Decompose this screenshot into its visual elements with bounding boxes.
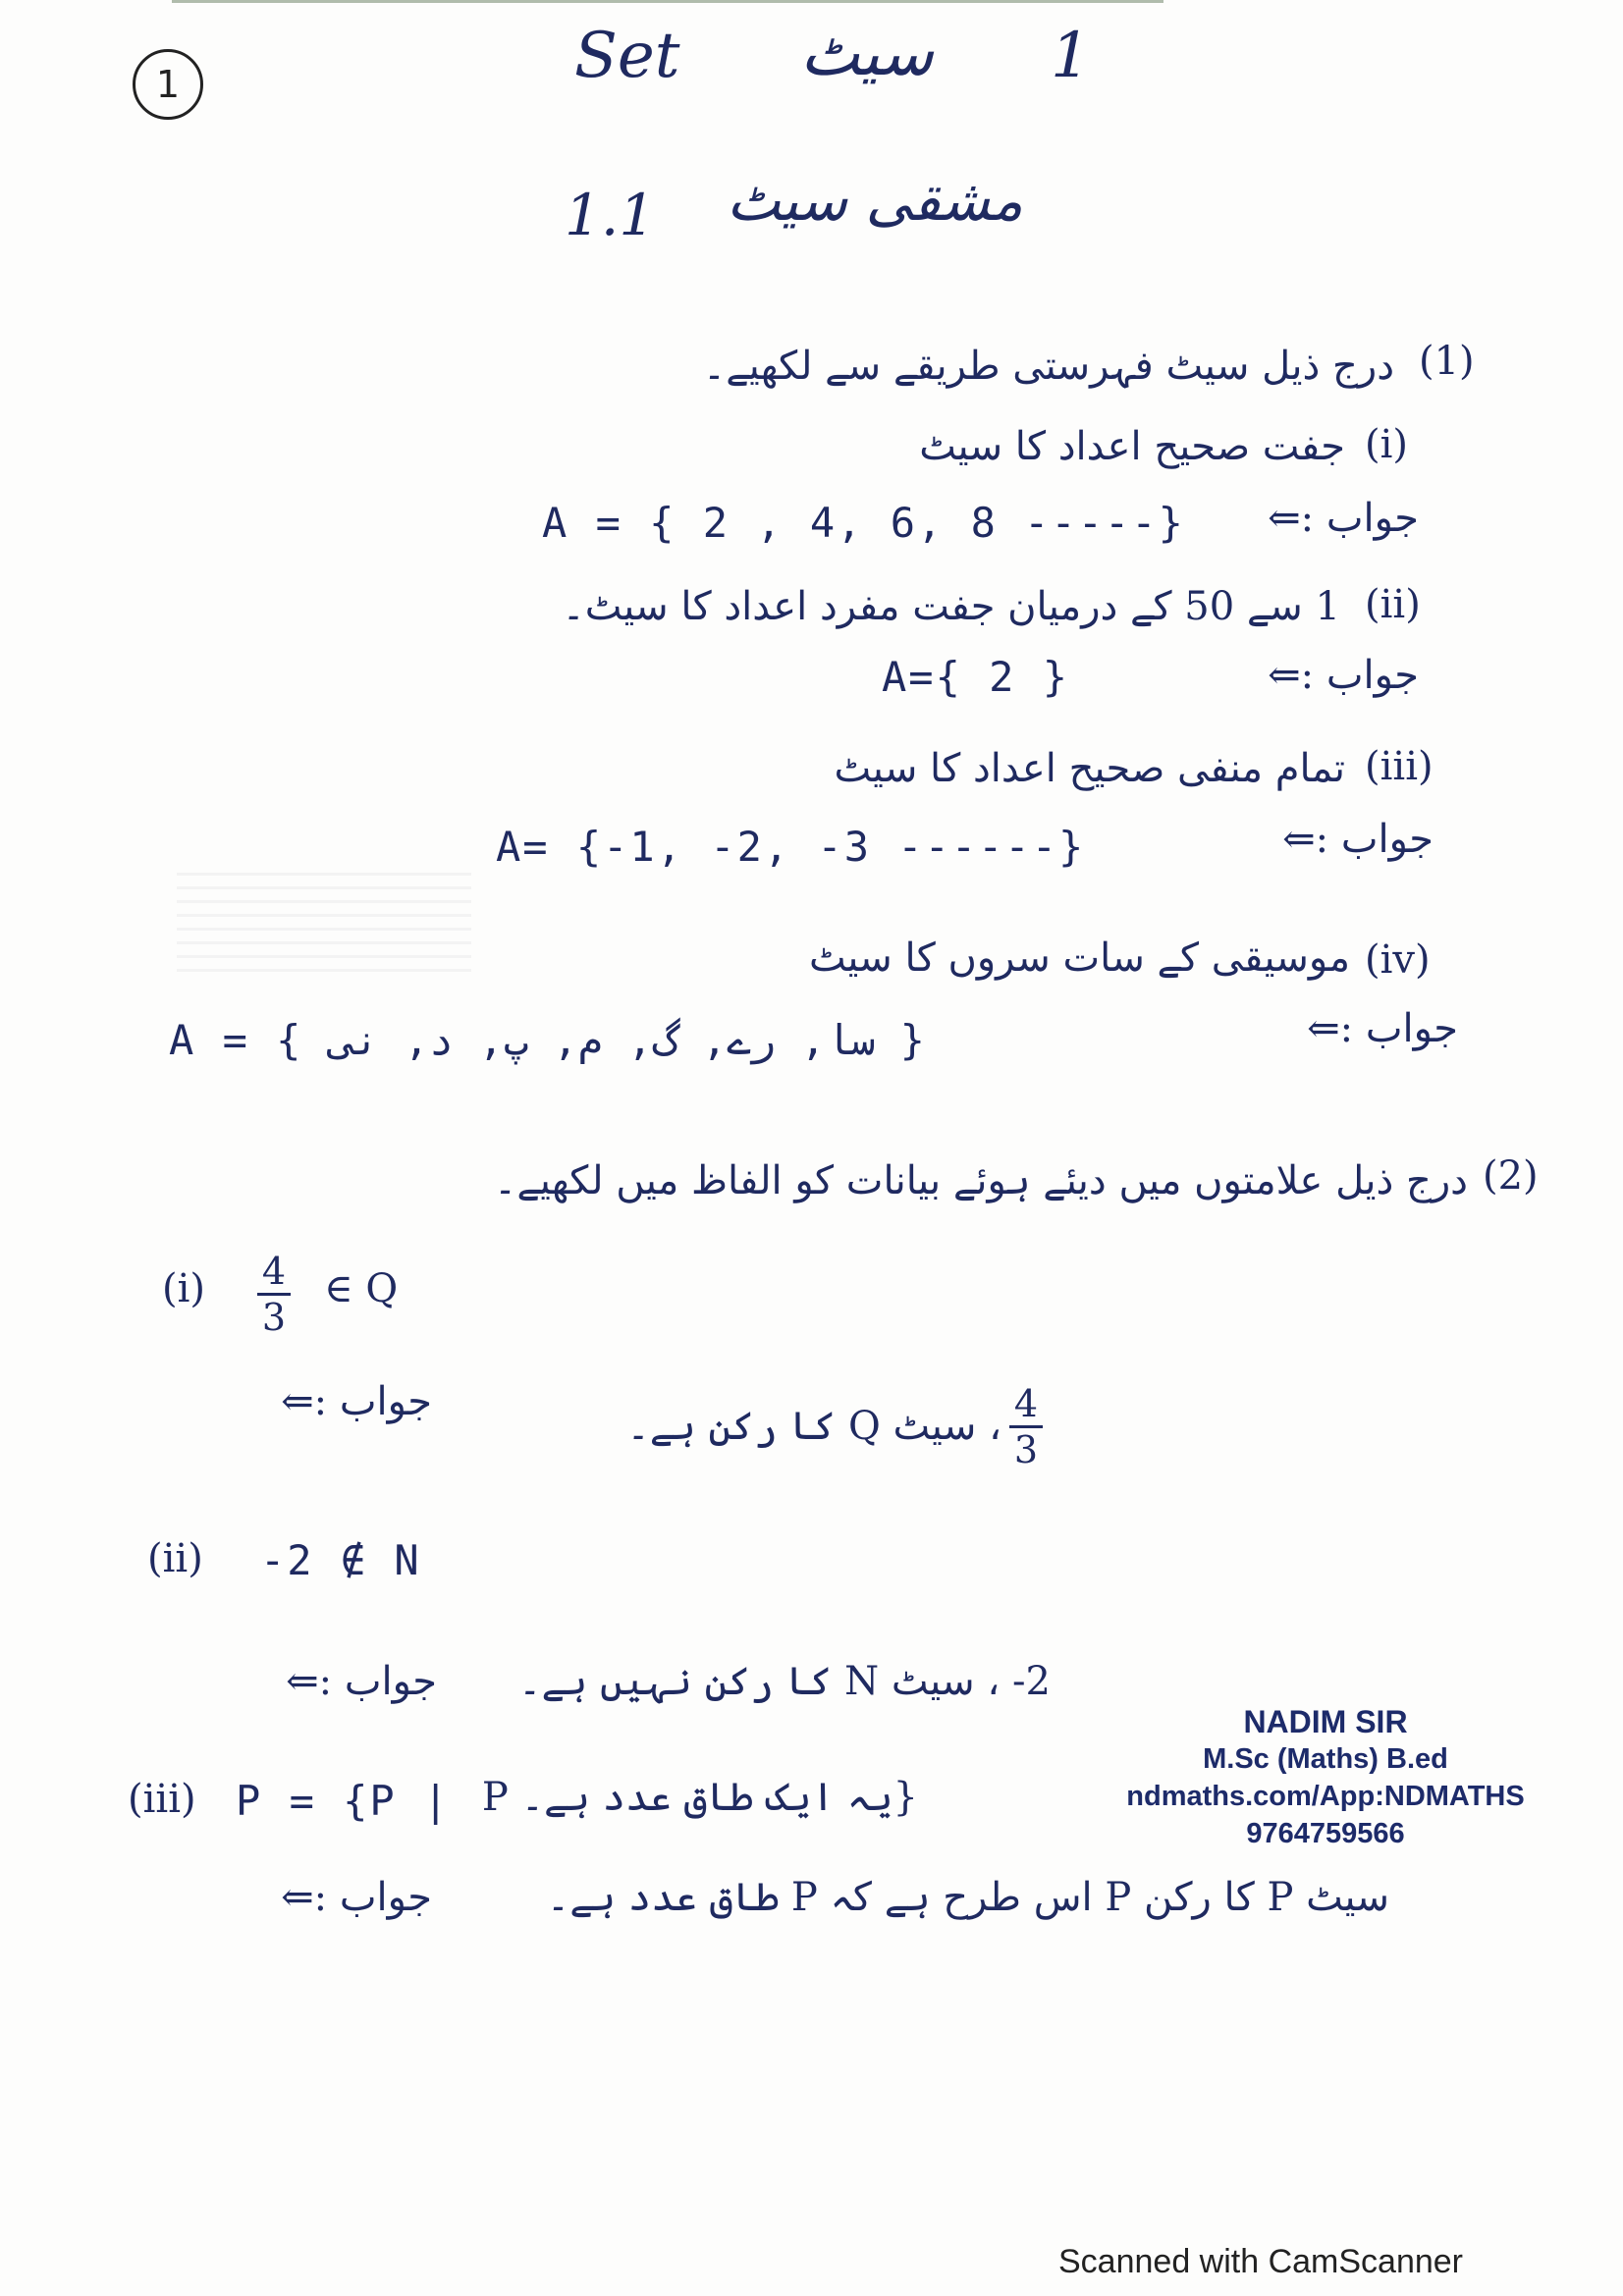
q2-i-answer-denominator: 3	[1013, 1428, 1039, 1471]
q1-ii-number: (ii)	[1365, 582, 1421, 627]
author-stamp	[1114, 1703, 1537, 1852]
q1-iii-answer-label: جواب :⇐	[1282, 817, 1434, 862]
q1-iii-text: تمام منفی صحیح اعداد کا سیٹ	[834, 746, 1345, 791]
q2-ii-answer: 2- ، سیٹ N کا رکن نہیں ہے۔	[518, 1659, 1051, 1704]
q2-i-fraction-denominator: 3	[261, 1296, 287, 1339]
q2-i-answer-fraction	[1009, 1384, 1043, 1469]
q1-i-answer-label: جواب :⇐	[1268, 496, 1419, 541]
q2-iii-number: (iii)	[128, 1777, 196, 1822]
author-website: ndmaths.com/App:NDMATHS	[1126, 1781, 1525, 1812]
q1-ii-answer: A={ 2 }	[882, 653, 1070, 701]
q2-i-fraction	[257, 1252, 291, 1337]
q1-text: درج ذیل سیٹ فہرستی طریقے سے لکھیے۔	[702, 344, 1394, 389]
q1-i-answer: A = { 2 , 4, 6, 8 -----}	[542, 499, 1185, 547]
top-edge-line	[172, 0, 1163, 3]
author-degree: M.Sc (Maths) B.ed	[1203, 1743, 1448, 1775]
title-english: Set	[574, 20, 680, 92]
q2-i-fraction-numerator: 4	[261, 1250, 287, 1293]
author-phone: 9764759566	[1246, 1818, 1405, 1849]
q1-iii-number: (iii)	[1365, 744, 1434, 789]
q1-iv-answer: A = { سا, رے, گ, م, پ, د, نی }	[169, 1016, 927, 1064]
q1-number: (1)	[1419, 339, 1475, 384]
q1-i-number: (i)	[1365, 422, 1409, 467]
q2-iii-expression-urdu: P یہ ایک طاق عدد ہے۔}	[481, 1775, 918, 1820]
q2-ii-expression: -2 ∉ N	[260, 1536, 421, 1584]
q2-ii-answer-label: جواب :⇐	[286, 1659, 437, 1704]
exercise-number: 1.1	[565, 182, 656, 248]
q2-i-answer: ، سیٹ Q کا رکن ہے۔	[626, 1404, 1001, 1449]
q2-iii-answer-label: جواب :⇐	[281, 1875, 432, 1920]
q1-iv-number: (iv)	[1365, 937, 1431, 983]
page-number-circle: 1	[133, 49, 203, 120]
title-urdu: سیٹ	[800, 18, 934, 90]
q2-ii-number: (ii)	[147, 1536, 203, 1581]
author-name: NADIM SIR	[1243, 1704, 1408, 1739]
q1-ii-text: 1 سے 50 کے درمیان جفت مفرد اعداد کا سیٹ۔	[562, 584, 1340, 629]
bleed-through-shadow	[177, 864, 471, 972]
q2-i-number: (i)	[162, 1266, 206, 1311]
q2-i-expression: ∈ Q	[324, 1266, 399, 1311]
q1-iv-text: موسیقی کے سات سروں کا سیٹ	[808, 935, 1350, 981]
q2-iii-expression: P = {P |	[236, 1777, 451, 1825]
exercise-title: مشقی سیٹ	[727, 167, 1023, 234]
q1-i-text: جفت صحیح اعداد کا سیٹ	[919, 424, 1345, 469]
q1-iv-answer-label: جواب :⇐	[1307, 1006, 1458, 1051]
title-number: 1	[1051, 20, 1091, 92]
q2-text: درج ذیل علامتوں میں دیئے ہوئے بیانات کو الفاظ میں لکھیے۔	[493, 1158, 1468, 1203]
scanner-watermark: Scanned with CamScanner	[1058, 2243, 1464, 2280]
q2-i-answer-label: جواب :⇐	[281, 1379, 432, 1424]
q2-number: (2)	[1483, 1153, 1539, 1199]
q2-iii-answer: سیٹ P کا رکن P اس طرح ہے کہ P طاق عدد ہے۔	[546, 1875, 1389, 1920]
q1-ii-answer-label: جواب :⇐	[1268, 653, 1419, 698]
q2-i-answer-numerator: 4	[1013, 1382, 1039, 1425]
q1-iii-answer: A= {-1, -2, -3 ------}	[496, 823, 1086, 871]
